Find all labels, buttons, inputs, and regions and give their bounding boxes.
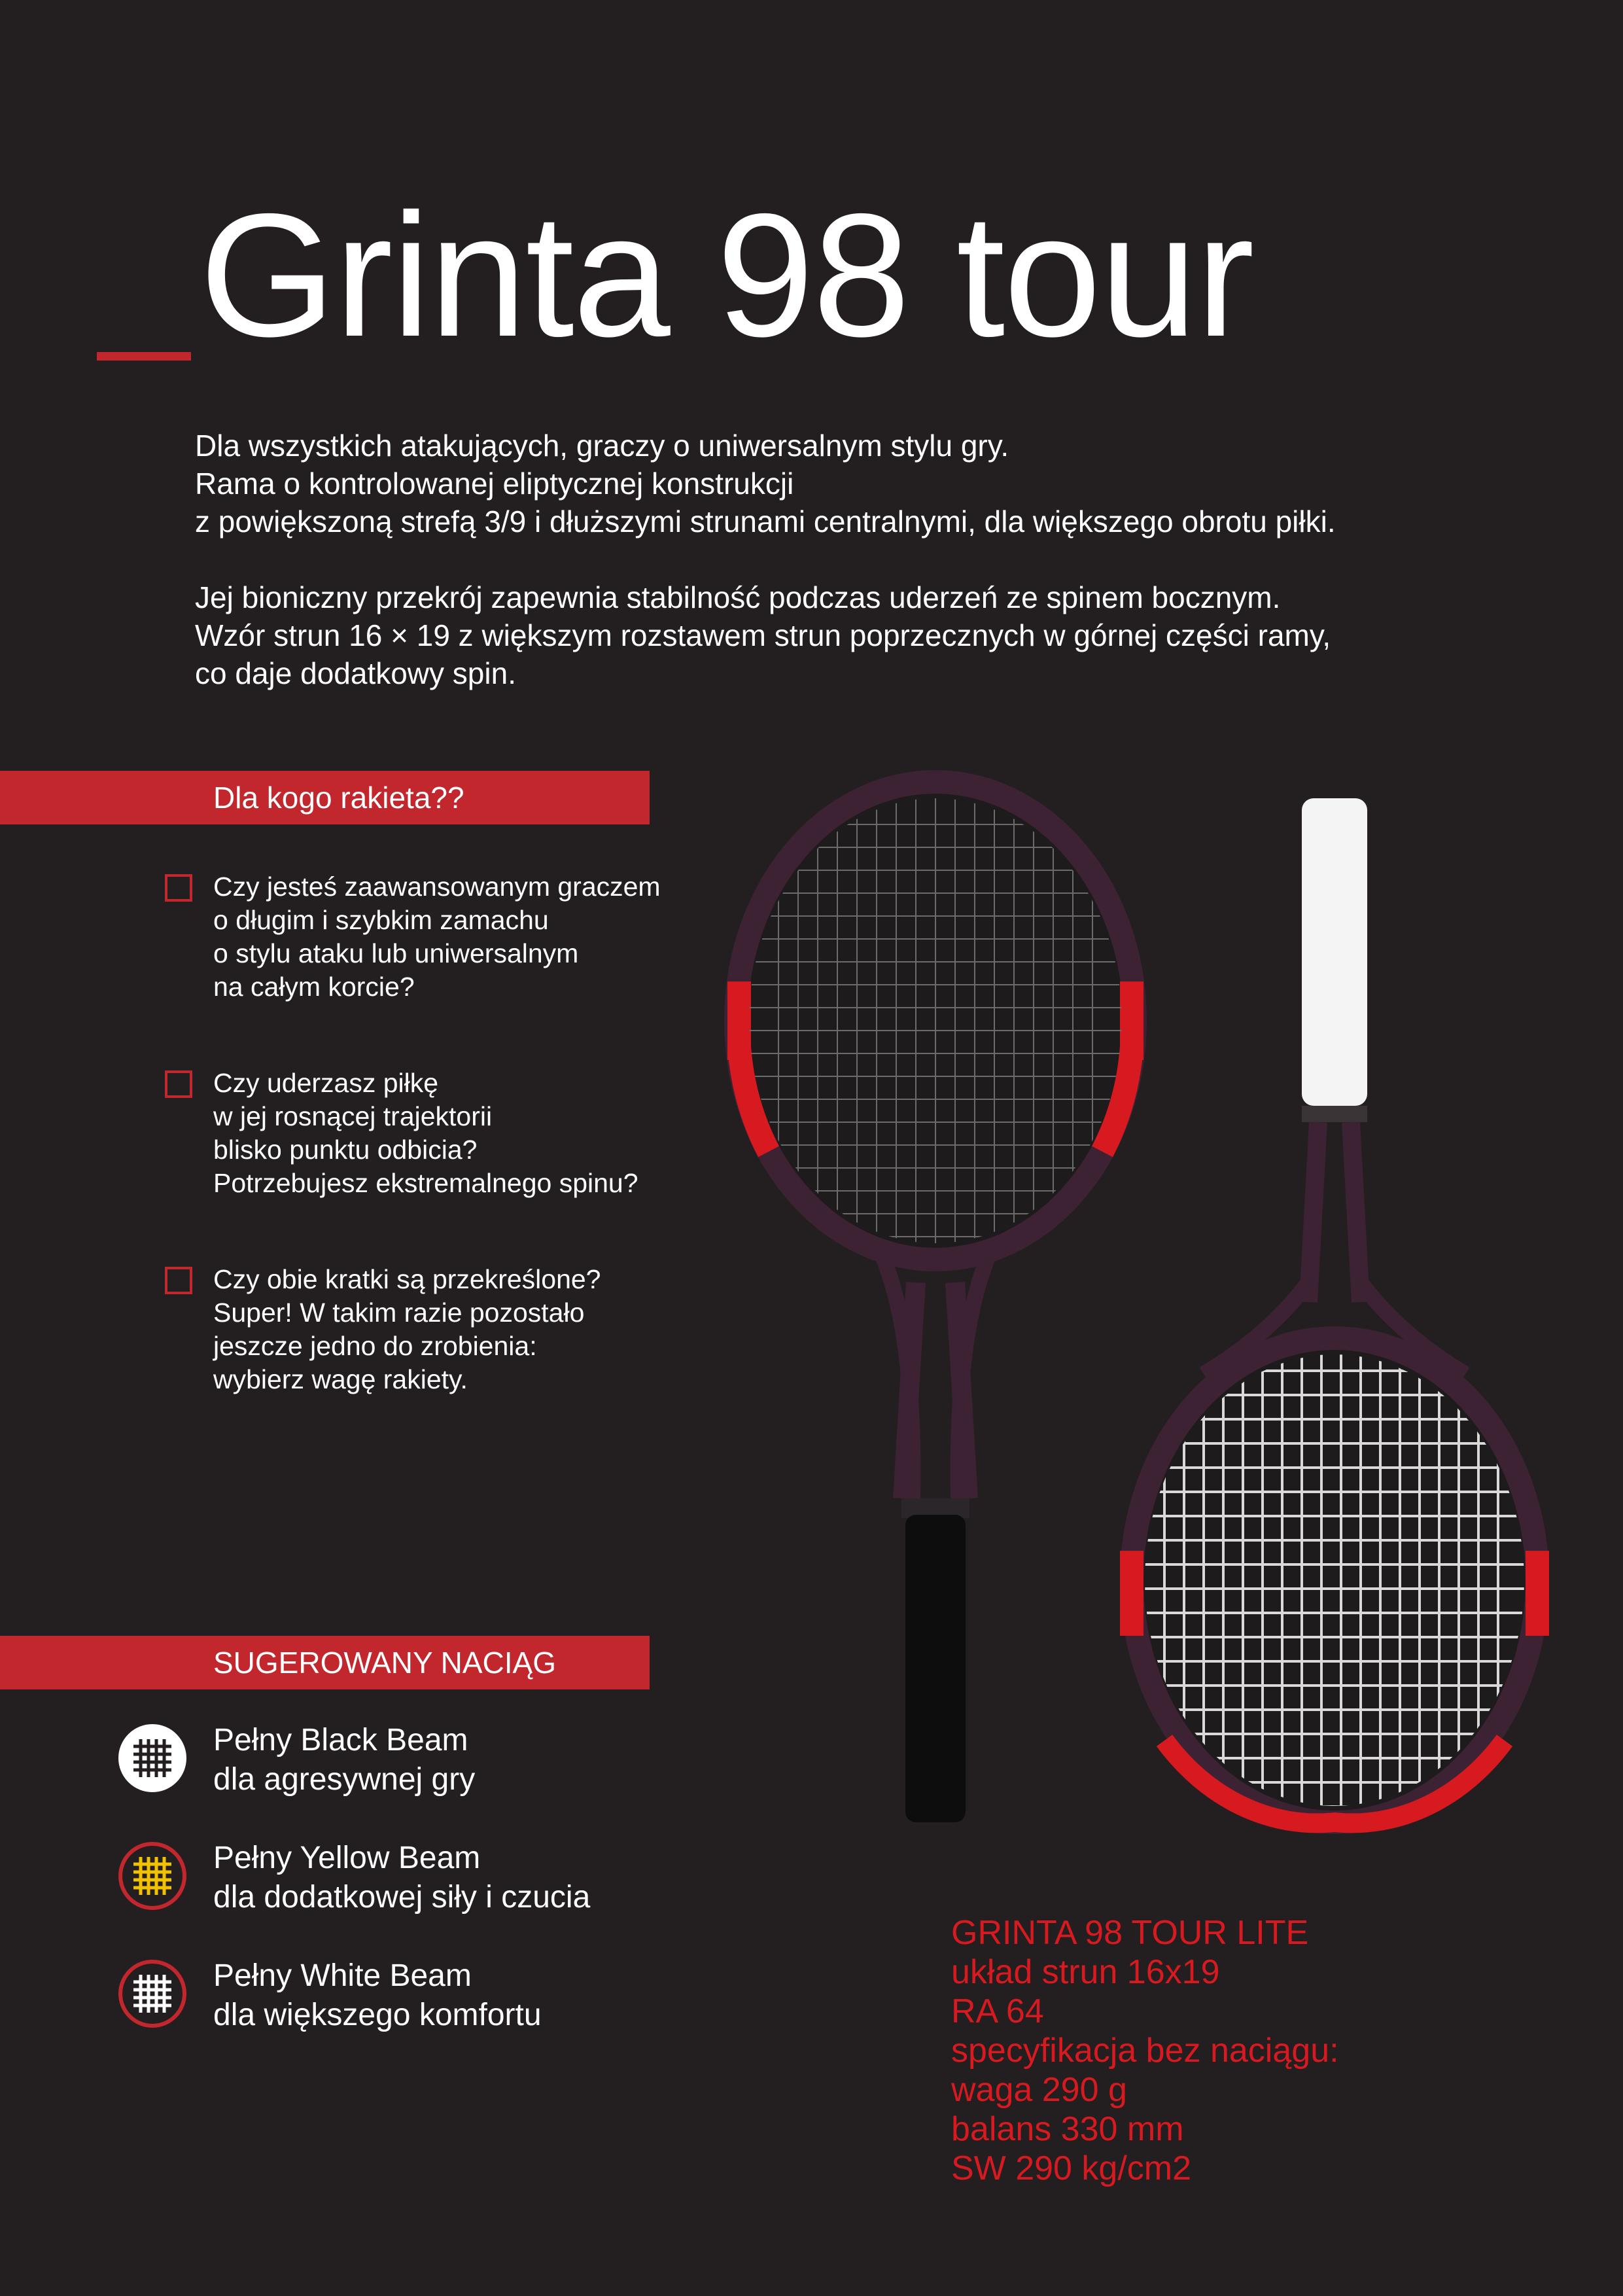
question-text: Czy jesteś zaawansowanym graczem o długim i szybkim zamachu o stylu ataku lub uniwersalnym na całym korcie? [213, 872, 661, 1002]
racket-image-back [1112, 798, 1557, 1845]
string-grid-icon [118, 1723, 187, 1793]
spec-model: GRINTA 98 TOUR LITE [951, 1914, 1309, 1952]
spec-weight: waga 290 g [951, 2071, 1127, 2109]
who-heading: Dla kogo rakieta?? [213, 781, 464, 815]
string-option-text: Pełny Yellow Beam dla dodatkowej siły i czucia [213, 1841, 591, 1915]
page-title: Grinta 98 tour [200, 177, 1253, 373]
specs-block [951, 1913, 1540, 2188]
string-option-text: Pełny Black Beam dla agresywnej gry [213, 1723, 476, 1797]
intro-paragraph-1: Dla wszystkich atakujących, graczy o uniwersalnym stylu gry. Rama o kontrolowanej eliptycznej konstrukcji z powiększoną strefą 3/9 i dłuższymi strunami centralnymi, dla większego obrotu piłki. [195, 429, 1336, 539]
string-grid-icon [118, 1959, 187, 2028]
intro-paragraph-2: Jej bioniczny przekrój zapewnia stabilność podczas uderzeń ze spinem bocznym. Wzór strun 16 × 19 z większym rozstawem strun poprzecznych w górnej części ramy, co daje dodatkowy spin. [195, 580, 1331, 690]
racket-image-front [720, 785, 1151, 1832]
checkbox[interactable] [165, 1267, 192, 1294]
string-grid-icon [118, 1841, 187, 1911]
spec-swingweight: SW 290 kg/cm2 [951, 2149, 1192, 2187]
string-option-text: Pełny White Beam dla większego komfortu [213, 1958, 542, 2032]
spec-unstrung-label: specyfikacja bez naciągu: [951, 2032, 1339, 2070]
question-text: Czy uderzasz piłkę w jej rosnącej trajektorii blisko punktu odbicia? Potrzebujesz ekstremalnego spinu? [213, 1068, 638, 1198]
checkbox[interactable] [165, 1070, 192, 1098]
spec-ra: RA 64 [951, 1992, 1044, 2030]
checkbox[interactable] [165, 874, 192, 902]
intro-text [195, 427, 1543, 730]
question-text: Czy obie kratki są przekreślone? Super! W takim razie pozostało jeszcze jedno do zrobienia: wybierz wagę rakiety. [213, 1264, 601, 1394]
title-accent-dash [97, 352, 191, 361]
spec-pattern: układ strun 16x19 [951, 1953, 1220, 1991]
spec-balance: balans 330 mm [951, 2110, 1184, 2148]
strings-heading: SUGEROWANY NACIĄG [213, 1646, 556, 1680]
